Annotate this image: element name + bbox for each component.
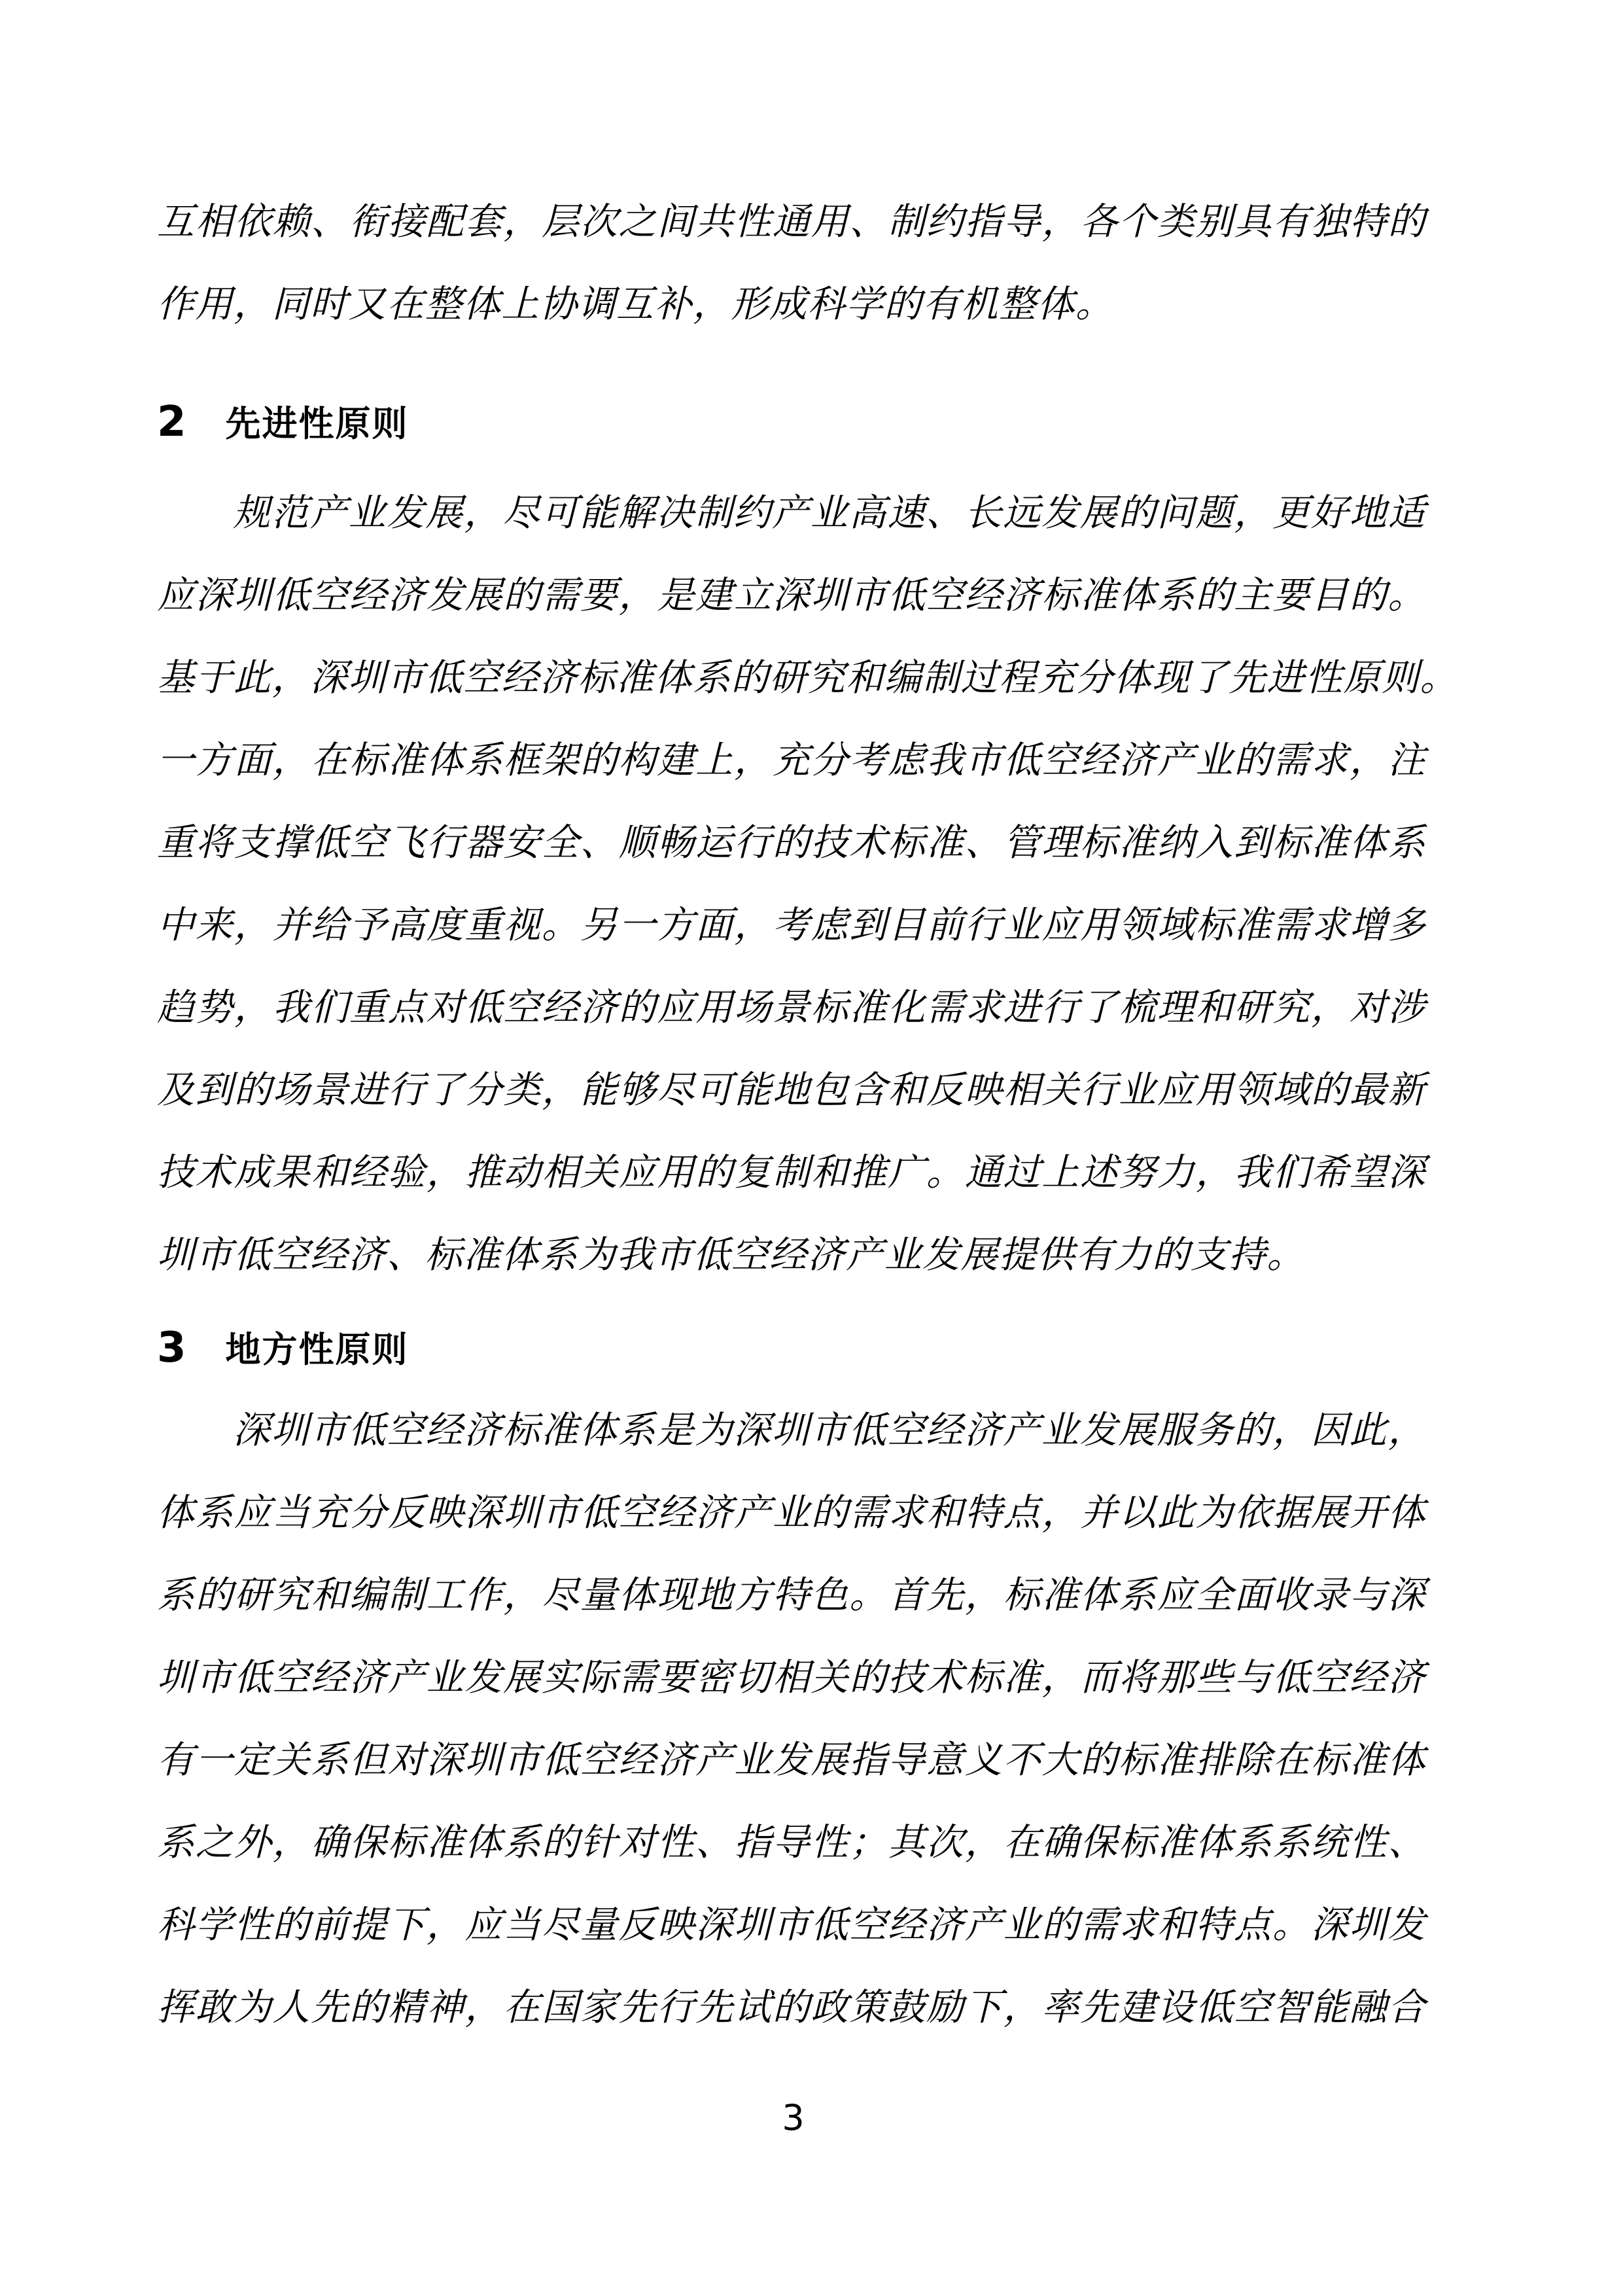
text-line: 技术成果和经验，推动相关应用的复制和推广。通过上述努力，我们希望深 xyxy=(157,1151,1426,1194)
text-line: 作用，同时又在整体上协调互补，形成科学的有机整体。 xyxy=(157,283,1114,326)
section-2-number: 2 xyxy=(157,398,186,446)
section-3-paragraph xyxy=(157,1389,1426,2049)
section-3-heading xyxy=(157,1307,1426,1389)
text-line: 挥敢为人先的精神，在国家先行先试的政策鼓励下，率先建设低空智能融合 xyxy=(157,1986,1426,2029)
text-line: 重将支撑低空飞行器安全、顺畅运行的技术标准、管理标准纳入到标准体系 xyxy=(157,821,1426,864)
text-line: 有一定关系但对深圳市低空经济产业发展指导意义不大的标准排除在标准体 xyxy=(157,1739,1426,1782)
text-line: 圳市低空经济、标准体系为我市低空经济产业发展提供有力的支持。 xyxy=(157,1233,1305,1277)
text-line: 规范产业发展，尽可能解决制约产业高速、长远发展的问题，更好地适 xyxy=(233,491,1426,535)
text-line: 应深圳低空经济发展的需要，是建立深圳市低空经济标准体系的主要目的。 xyxy=(157,574,1426,617)
section-2-heading xyxy=(157,381,1426,463)
page-number: 3 xyxy=(782,2097,805,2138)
text-line: 科学性的前提下，应当尽量反映深圳市低空经济产业的需求和特点。深圳发 xyxy=(157,1903,1426,1947)
section-3-title: 地方性原则 xyxy=(225,1329,409,1370)
text-line: 体系应当充分反映深圳市低空经济产业的需求和特点，并以此为依据展开体 xyxy=(157,1491,1426,1534)
text-line: 基于此，深圳市低空经济标准体系的研究和编制过程充分体现了先进性原则。 xyxy=(157,656,1458,699)
text-line: 深圳市低空经济标准体系是为深圳市低空经济产业发展服务的，因此， xyxy=(233,1409,1426,1452)
text-line: 系之外，确保标准体系的针对性、指导性；其次，在确保标准体系系统性、 xyxy=(157,1821,1426,1864)
intro-paragraph xyxy=(157,181,1426,345)
text-line: 及到的场景进行了分类，能够尽可能地包含和反映相关行业应用领域的最新 xyxy=(157,1069,1426,1112)
section-2-title: 先进性原则 xyxy=(225,403,409,444)
section-2-paragraph xyxy=(157,472,1458,1296)
text-line: 趋势，我们重点对低空经济的应用场景标准化需求进行了梳理和研究，对涉 xyxy=(157,986,1426,1029)
text-line: 一方面，在标准体系框架的构建上，充分考虑我市低空经济产业的需求，注 xyxy=(157,739,1426,782)
section-3-number: 3 xyxy=(157,1324,186,1372)
text-line: 中来，并给予高度重视。另一方面，考虑到目前行业应用领域标准需求增多 xyxy=(157,904,1426,947)
text-line: 系的研究和编制工作，尽量体现地方特色。首先，标准体系应全面收录与深 xyxy=(157,1574,1426,1617)
text-line: 圳市低空经济产业发展实际需要密切相关的技术标准，而将那些与低空经济 xyxy=(157,1656,1426,1699)
text-line: 互相依赖、衔接配套，层次之间共性通用、制约指导，各个类别具有独特的 xyxy=(157,200,1426,243)
